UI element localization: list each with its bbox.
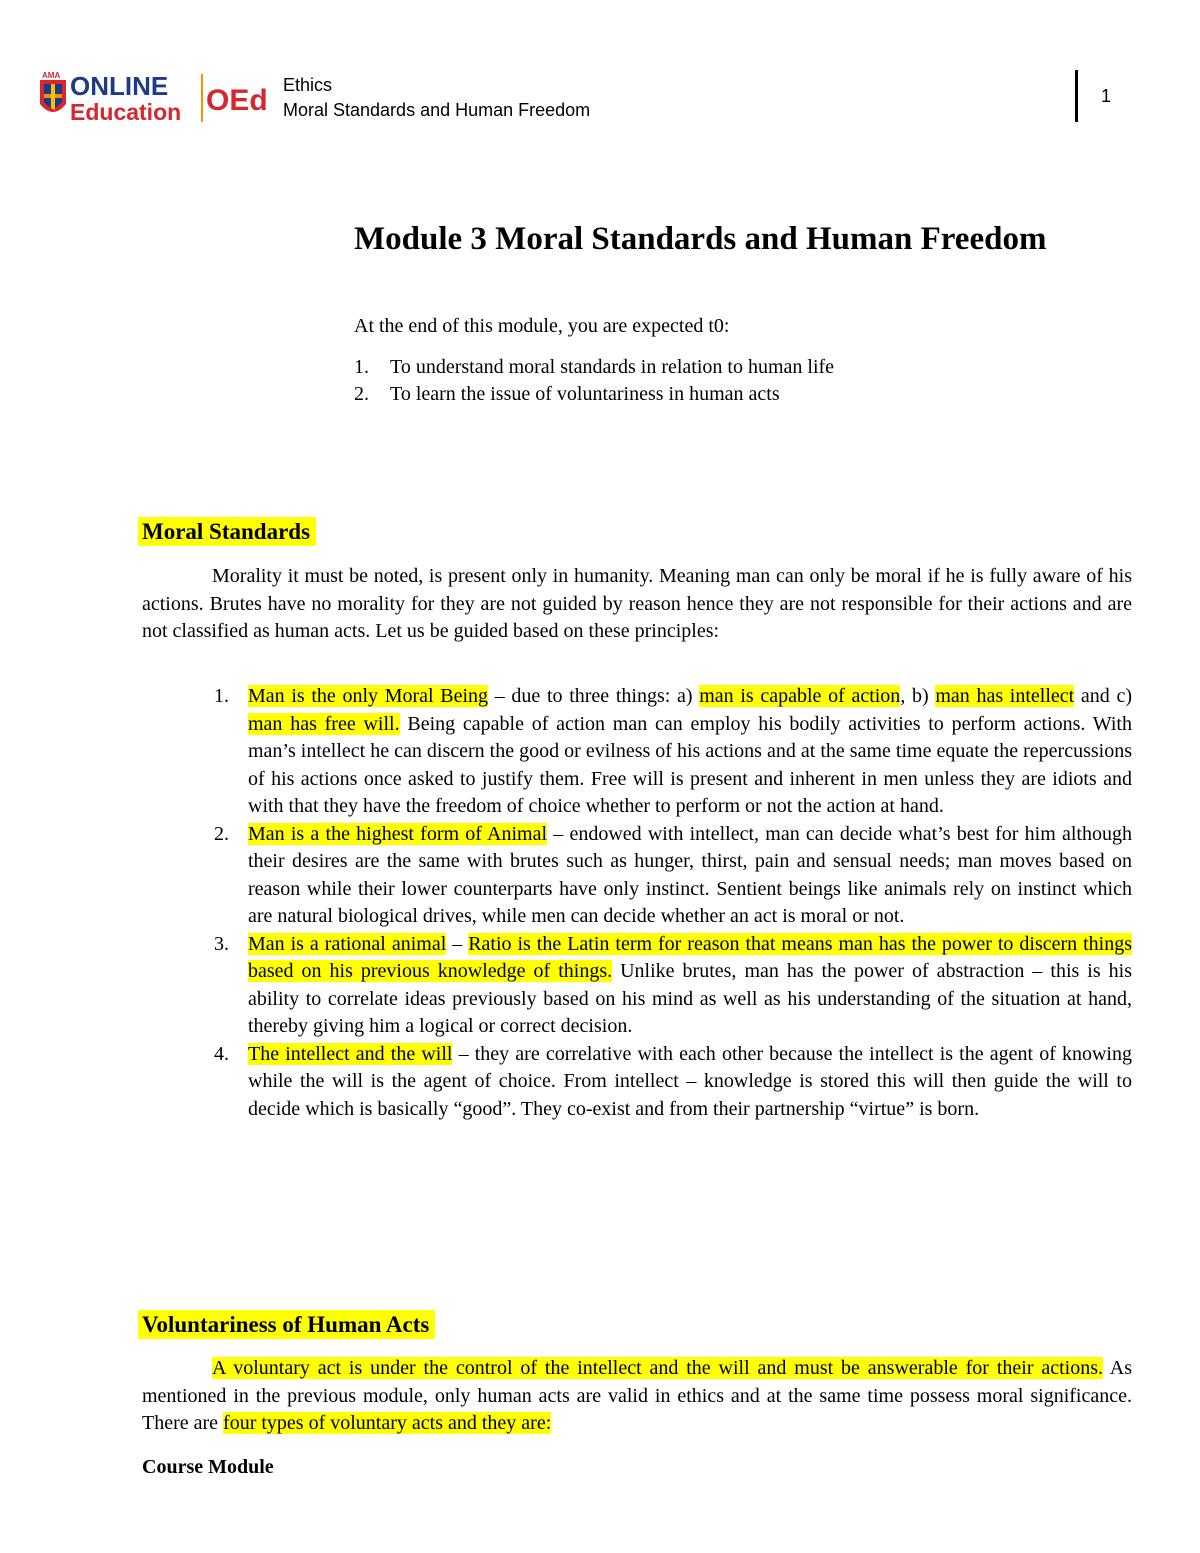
highlighted-text: Man is a rational animal	[248, 932, 447, 955]
header-divider	[1075, 70, 1078, 122]
online-education-logo	[36, 70, 272, 126]
highlighted-text: man has free will.	[248, 712, 400, 735]
list-item: 2. To learn the issue of voluntariness in human acts	[354, 383, 780, 405]
header-subject: Ethics	[283, 75, 333, 95]
logo-oed-mark: OEd	[206, 84, 268, 117]
section-heading-voluntariness: Voluntariness of Human Acts	[138, 1312, 435, 1338]
shield-crest-icon	[40, 80, 66, 112]
logo-word-online: ONLINE	[70, 71, 169, 101]
highlighted-text: The intellect and the will	[248, 1042, 453, 1065]
highlighted-text: four types of voluntary acts and they are:	[223, 1412, 552, 1434]
logo-graphic	[36, 70, 272, 126]
objectives-intro: At the end of this module, you are expected t0:	[354, 315, 730, 337]
objectives-list	[354, 354, 834, 408]
principle-item: 4. The intellect and the will – they are correlative with each other because the intellect is the agent of knowing while the will is the agent of choice. From intellect – knowledge is stored this will then guide the will to decide which is basically “good”. They co-exist and from their partnership “virtue” is born.	[214, 1042, 1132, 1120]
voluntariness-paragraph: A voluntary act is under the control of the intellect and the will and must be answerable for their actions. As mentioned in the previous module, only human acts are valid in ethics and at the same time possess moral significance. There are four types of voluntary acts and they are:	[142, 1357, 1132, 1434]
logo-word-education: Education	[70, 99, 182, 125]
module-title: Module 3 Moral Standards and Human Freedom	[354, 221, 1047, 257]
highlighted-text: Man is the only Moral Being	[248, 685, 489, 707]
principles-list	[142, 683, 1132, 1123]
highlighted-text: Man is a the highest form of Animal	[248, 822, 548, 845]
highlighted-text: man has intellect	[935, 685, 1075, 707]
running-header	[283, 73, 590, 123]
header-module-name: Moral Standards and Human Freedom	[283, 100, 591, 120]
highlighted-text: man is capable of action	[699, 685, 901, 707]
principle-item: 1. Man is the only Moral Being – due to three things: a) man is capable of action, b) man has intellect and c) man has free will. Being capable of action man can employ his bodily activities to perform actions. With man’s intellect he can discern the good or evilness of his actions and at the same time equate the repercussions of his actions once asked to justify them. Free will is present and inherent in men unless they are idiots and with that they have the freedom of choice whether to perform or not the action at hand.	[214, 685, 1132, 817]
highlighted-text: A voluntary act is under the control of the intellect and the will and must be answerable for their actions.	[212, 1357, 1103, 1379]
logo-badge-text: AMA	[42, 71, 61, 80]
section-heading-moral-standards: Moral Standards	[138, 519, 316, 545]
course-module-label: Course Module	[142, 1456, 274, 1478]
principle-item: 3. Man is a rational animal – Ratio is the Latin term for reason that means man has the power to discern things based on his previous knowledge of things. Unlike brutes, man has the power of abstraction – this is his ability to correlate ideas previously based on his mind as well as his understanding of the situation at hand, thereby giving him a logical or correct decision.	[214, 932, 1133, 1037]
moral-standards-paragraph: Morality it must be noted, is present only in humanity. Meaning man can only be moral if he is fully aware of his actions. Brutes have no morality for they are not guided by reason hence they are not responsible for their actions and are not classified as human acts. Let us be guided based on these principles:	[142, 565, 1132, 642]
highlighted-text: Ratio is the Latin term for reason that means man has the power to discern things based on his previous knowledge of things.	[248, 932, 1133, 982]
principle-item: 2. Man is a the highest form of Animal – endowed with intellect, man can decide what’s best for him although their desires are the same with brutes such as hunger, thirst, pain and sensual needs; man moves based on reason while their lower counterparts have only instinct. Sentient beings like animals rely on instinct which are natural biological drives, while men can decide whether an act is moral or not.	[214, 822, 1132, 927]
page-number: 1	[1101, 86, 1112, 106]
list-item: 1. To understand moral standards in relation to human life	[354, 356, 835, 378]
